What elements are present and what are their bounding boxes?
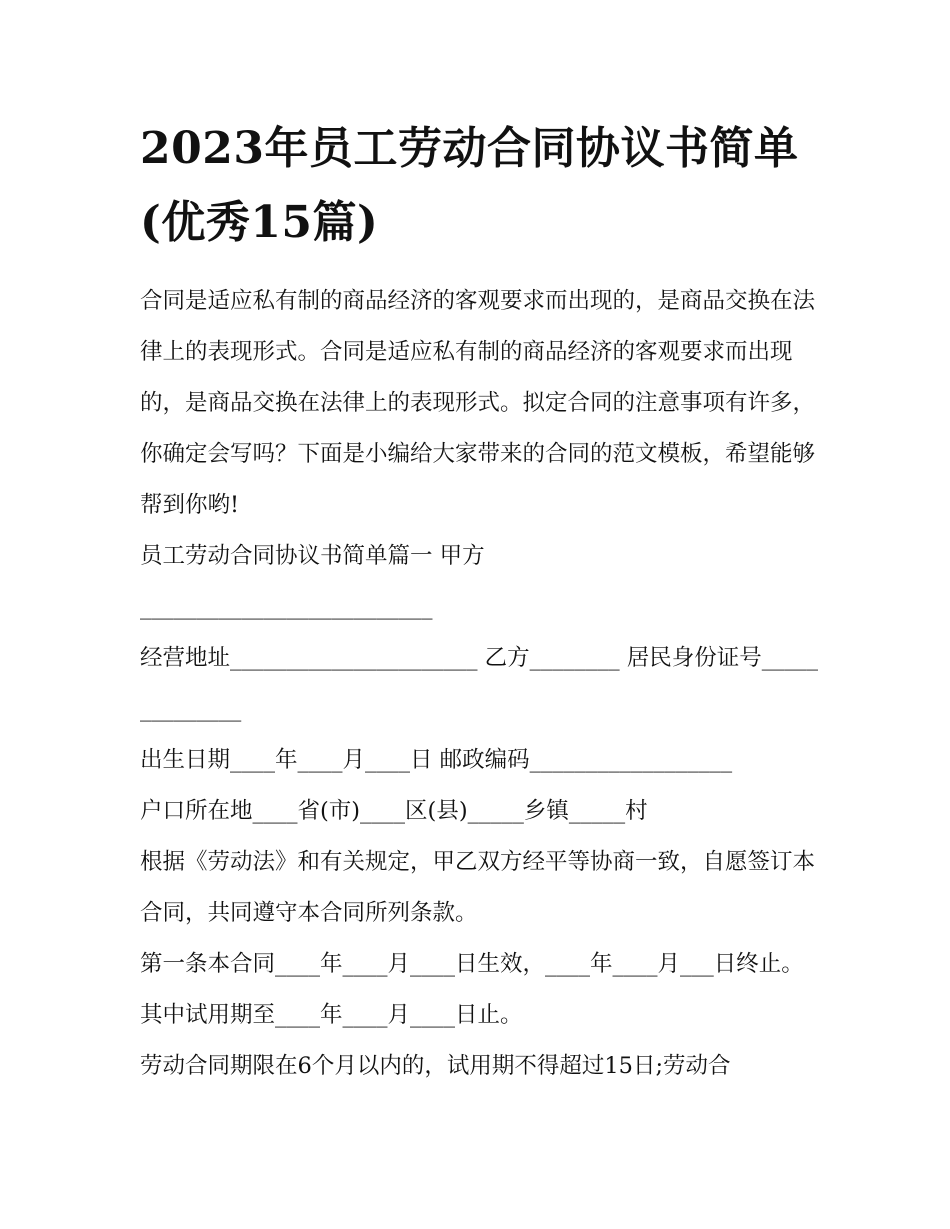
- address-party-b-id-line: 经营地址______________________ 乙方________ 居民身份证号______________: [140, 645, 819, 722]
- intro-paragraph: 合同是适应私有制的商品经济的客观要求而出现的，是商品交换在法律上的表现形式。合同是适应私有制的商品经济的客观要求而出现的，是商品交换在法律上的表现形式。拟定合同的注意事项有许多，你确定会写吗？下面是小编给大家带来的合同的范文模板，希望能够帮到你哟!: [140, 288, 816, 518]
- document-body: [140, 276, 820, 1092]
- article-one-paragraph: 第一条本合同____年____月____日生效，____年____月___日终止。 其中试用期至____年____月____日止。: [140, 951, 811, 1028]
- party-a-blank-line: __________________________: [140, 594, 433, 620]
- section-heading-party-a: 员工劳动合同协议书简单篇一 甲方: [140, 543, 485, 569]
- agreement-basis-paragraph: 根据《劳动法》和有关规定，甲乙双方经平等协商一致，自愿签订本合同，共同遵守本合同所列条款。: [140, 849, 816, 926]
- document-title: 2023年员工劳动合同协议书简单(优秀15篇): [140, 123, 799, 248]
- household-registration-line: 户口所在地____省(市)____区(县)_____乡镇_____村: [140, 798, 648, 824]
- probation-limit-paragraph: 劳动合同期限在6个月以内的，试用期不得超过15日;劳动合: [140, 1053, 731, 1079]
- birth-date-postal-code-line: 出生日期____年____月____日 邮政编码__________________: [140, 747, 733, 773]
